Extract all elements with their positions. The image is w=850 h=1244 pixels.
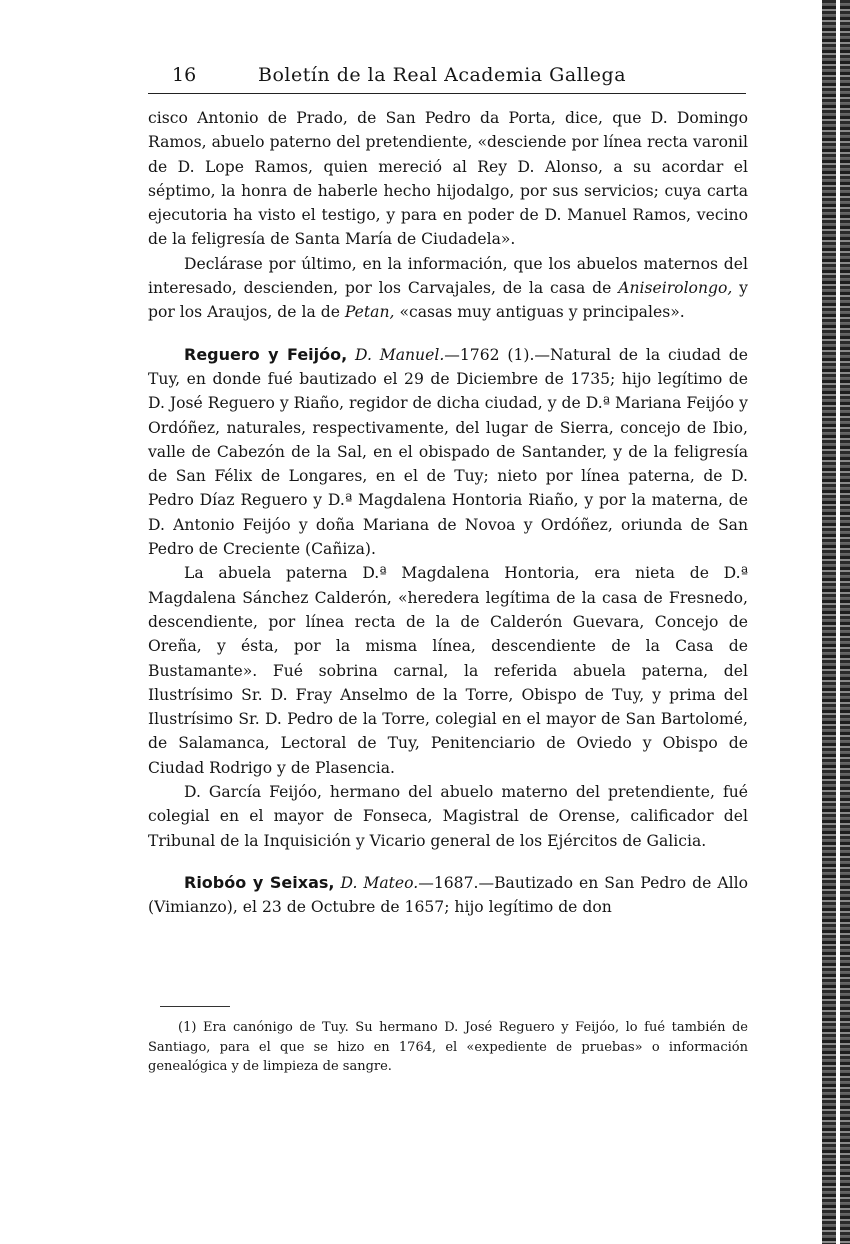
entry-person-name: D. Mateo.	[340, 873, 419, 892]
scanned-page-edge	[822, 0, 850, 1244]
header-rule	[148, 93, 746, 94]
page-edge-gap	[836, 0, 840, 1244]
page-number: 16	[172, 64, 197, 86]
p2-text-after: «casas muy antiguas y principales».	[394, 303, 685, 322]
page-header	[148, 62, 748, 90]
p2-text-before: Declárase por último, en la información, que los abuelos maternos del interesado, descienden, por los Carvajales, de la casa de	[148, 254, 748, 298]
paragraph-paternal-grandmother: La abuela paterna D.ª Magdalena Hontoria, era nieta de D.ª Magdalena Sánchez Calderón, «heredera legítima de la casa de Fresnedo, descendiente, por línea recta de la de Calderón Guevara, Concejo de Oreña, y ésta, por la misma línea, descendiente de la Casa de Bustamante». Fué sobrina carnal, la referida abuela paterna, del Ilustrísimo Sr. D. Fray Anselmo de la Torre, Obispo de Tuy, y prima del Ilustrísimo Sr. D. Pedro de la Torre, colegial en el mayor de San Bartolomé, de Salamanca, Lectoral de Tuy, Penitenciario de Oviedo y Obispo de Ciudad Rodrigo y de Plasencia.	[148, 564, 748, 777]
paragraph-continuation: cisco Antonio de Prado, de San Pedro da Porta, dice, que D. Domingo Ramos, abuelo paterno del pretendiente, «desciende por línea recta varonil de D. Lope Ramos, quien mereció al Rey D. Alonso, a su acordar el séptimo, la honra de haberle hecho hijodalgo, por sus servicios; cuya carta ejecutoria ha visto el testigo, y para en poder de D. Manuel Ramos, vecino de la feligresía de Santa María de Ciudadela».	[148, 109, 748, 249]
footnote-rule	[160, 1006, 230, 1007]
paragraph-maternal-grandparents	[148, 252, 748, 325]
entry-reguero-feijoo	[148, 343, 748, 562]
entry-text: —1687.—Bautizado en San Pedro de Allo (Vimianzo), el 23 de Octubre de 1657; hijo legítimo de don	[148, 873, 748, 917]
place-name-aniseirolongo: Aniseirolongo,	[618, 279, 733, 298]
entry-heading-name: Riobóo y Seixas,	[184, 872, 335, 892]
entry-heading-name: Reguero y Feijóo,	[184, 344, 348, 364]
place-name-petan: Petan,	[344, 303, 395, 322]
entry-person-name: D. Manuel.	[355, 345, 445, 364]
entry-text: —1762 (1).—Natural de la ciudad de Tuy, en donde fué bautizado el 29 de Diciembre de 1735; hijo legítimo de D. José Reguero y Riaño, regidor de dicha ciudad, y de D.ª Mariana Feijóo y Ordóñez, naturales, respectivamente, del lugar de Sierra, concejo de Ibio, valle de Cabezón de la Sal, en el obispado de Santander, y de la feligresía de San Félix de Longares, en el de Tuy; nieto por línea paterna, de D. Pedro Díaz Reguero y D.ª Magdalena Hontoria Riaño, y por la materna, de D. Antonio Feijóo y doña Mariana de Novoa y Ordóñez, oriunda de San Pedro de Creciente (Cañiza).	[148, 345, 748, 559]
running-title: Boletín de la Real Academia Gallega	[258, 64, 627, 86]
entry-rioboo-seixas	[148, 871, 748, 920]
body-text	[148, 106, 748, 920]
paragraph-garcia-feijoo: D. García Feijóo, hermano del abuelo materno del pretendiente, fué colegial en el mayor de Fonseca, Magistral de Orense, calificador del Tribunal de la Inquisición y Vicario general de los Ejércitos de Galicia.	[148, 783, 748, 850]
footnote: (1) Era canónigo de Tuy. Su hermano D. José Reguero y Feijóo, lo fué también de Santiago, para el que se hizo en 1764, el «expediente de pruebas» o información genealógica y de limpieza de sangre.	[148, 1020, 748, 1074]
p2-text-middle: y por los Araujos, de la de	[148, 279, 748, 322]
